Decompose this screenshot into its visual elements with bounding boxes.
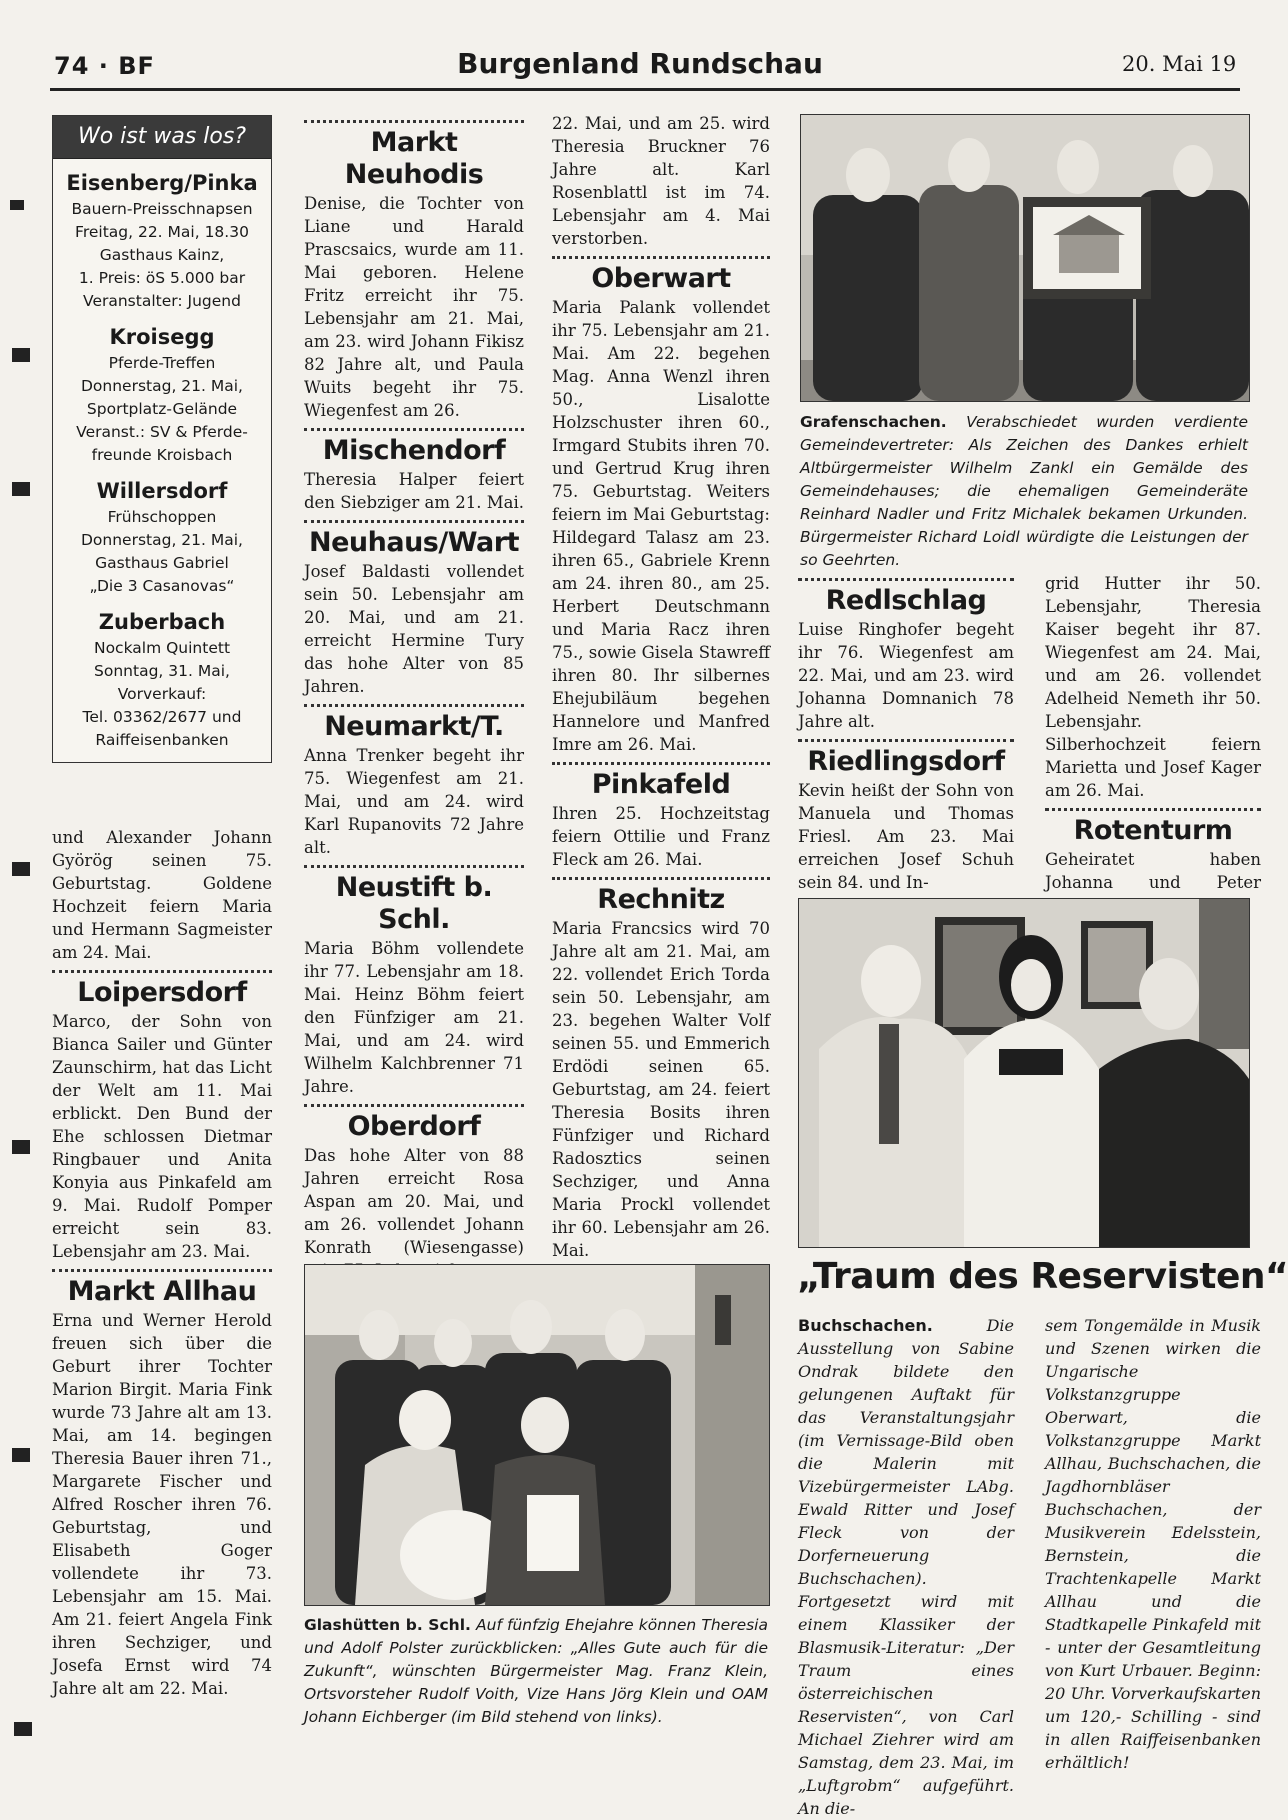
event-place: Kroisegg: [109, 325, 215, 349]
margin-mark: [14, 1722, 32, 1736]
margin-mark: [12, 348, 30, 362]
photo-grafenschachen: [800, 114, 1250, 402]
article-text: und Alexander Johann Györög seinen 75. Geburtstag. Goldene Hochzeit feiern Maria und Hermann Sagmeister am 24. Mai.: [52, 828, 272, 962]
section-title: Markt Allhau: [67, 1276, 257, 1307]
news-section: [304, 865, 524, 1098]
dotted-divider: [798, 739, 1014, 742]
photo-caption-glashuetten: [304, 1614, 768, 1729]
article-text: 22. Mai, und am 25. wird Theresia Bruckner 76 Jahre alt. Karl Rosenblattl ist im 74. Lebensjahr am 4. Mai verstorben.: [552, 114, 770, 248]
event-line: Raiffeisenbanken: [95, 731, 229, 749]
section-text: Maria Böhm vollendete ihr 77. Lebensjahr am 18. Mai. Heinz Böhm feiert den Fünfziger am 21. Mai, und am 24. wird Wilhelm Kalchbrenner 71 Jahre.: [304, 939, 524, 1096]
caption-text: Auf fünfzig Ehejahre können Theresia und Adolf Polster zurückblicken: „Alles Gute auch für die Zukunft“, wünschten Bürgermeister Mag. Franz Klein, Ortsvorsteher Rudolf Voith, Vize Hans Jörg Klein und OAM Johann Eichberger (im Bild stehend von links).: [304, 1616, 768, 1726]
event-line: Gasthaus Gabriel: [95, 554, 229, 572]
news-section: [52, 970, 272, 1263]
margin-mark: [12, 1140, 30, 1154]
event-line: Veranst.: SV & Pferde-: [76, 423, 248, 441]
section-text: Anna Trenker begeht ihr 75. Wiegenfest am 21. Mai, und am 24. wird Karl Rupanovits 72 Jahre alt.: [304, 746, 524, 857]
section-text: Josef Baldasti vollendet sein 50. Lebensjahr am 20. Mai, und am 21. erreicht Hermine Tury das hohe Alter von 85 Jahren.: [304, 562, 524, 696]
event-line: 1. Preis: öS 5.000 bar: [78, 269, 246, 287]
news-section: [52, 1269, 272, 1700]
section-text: Das hohe Alter von 88 Jahren erreicht Rosa Aspan am 20. Mai, und am 26. vollendet Johann Konrath (Wiesengasse): [304, 1146, 524, 1257]
page-header: [0, 0, 1248, 100]
dotted-divider: [304, 1104, 524, 1107]
margin-mark: [10, 200, 24, 210]
photo-image: [799, 899, 1249, 1247]
section-title: Oberdorf: [347, 1111, 481, 1142]
section-text: Geheiratet haben Johanna und Peter: [1045, 850, 1261, 892]
section-title: Mischendorf: [322, 435, 506, 466]
event-place: Eisenberg/Pinka: [66, 171, 258, 195]
section-text: Kevin heißt der Sohn von Manuela und Thomas Friesl. Am 23. Mai erreichen Josef Schuh sein 84. und In-: [798, 781, 1014, 892]
section-text: Erna und Werner Herold freuen sich über die Geburt ihrer Tochter Marion Birgit. Maria Fink wurde 73 Jahre alt am 13. Mai, am 14. begingen Theresia Bauer ihren 71., Margarete Fischer und Alfred Roscher ihren 76. Geburtstag, und Elisabeth Goger vollendete ihr 73. Lebensjahr am 15. Mai. Am 21. feiert Angela Fink ihren Sechziger, und Josefa Ernst wird 74 Jahre alt am 22. Mai.: [52, 1311, 272, 1698]
newspaper-name: Burgenland Rundschau: [457, 47, 823, 80]
events-box: [52, 115, 272, 763]
section-text: Luise Ringhofer begeht ihr 76. Wiegenfest am 22. Mai, und am 23. wird Johanna Domnanich 78 Jahre alt.: [798, 620, 1014, 731]
news-section: [798, 578, 1014, 733]
event-line: Tel. 03362/2677 und: [82, 708, 242, 726]
news-section: [552, 256, 770, 756]
section-text: Ihren 25. Hochzeitstag feiern Ottilie und Franz Fleck am 26. Mai.: [552, 804, 770, 869]
events-box-title: Wo ist was los?: [53, 116, 271, 159]
news-section: [798, 739, 1014, 894]
news-section: [304, 428, 524, 514]
event-line: Donnerstag, 21. Mai,: [80, 377, 243, 395]
dotted-divider: [304, 520, 524, 523]
event-item: [53, 325, 271, 467]
photo-buchschachen: [798, 898, 1250, 1248]
news-section: [552, 762, 770, 871]
column-2: [304, 116, 524, 1374]
event-line: „Die 3 Casanovas“: [89, 577, 235, 595]
dotted-divider: [52, 1269, 272, 1272]
event-place: Zuberbach: [98, 610, 226, 634]
column-3: [552, 112, 770, 1262]
event-line: Frühschoppen: [107, 508, 217, 526]
event-item: [53, 479, 271, 598]
section-title: Pinkafeld: [591, 769, 731, 800]
page-number: 74 · BF: [54, 52, 155, 80]
event-line: Donnerstag, 21. Mai,: [80, 531, 243, 549]
section-title: Oberwart: [591, 263, 731, 294]
photo-caption-grafenschachen: [800, 411, 1248, 572]
column-4: [798, 574, 1014, 894]
article-text: grid Hutter ihr 50. Lebensjahr, Theresia Kaiser begeht ihr 87. Wiegenfest am 24. Mai, und am 26. vollendet Adelheid Nemeth ihr 50. Lebensjahr. Silberhochzeit feiern Marietta und Josef Kager am 26. Mai.: [1045, 574, 1261, 800]
header-rule: [50, 88, 1240, 91]
news-section: [304, 704, 524, 859]
event-line: Sonntag, 31. Mai,: [94, 662, 230, 680]
event-line: Veranstalter: Jugend: [83, 292, 241, 310]
dotted-divider: [304, 428, 524, 431]
issue-date: 20. Mai 19: [1122, 52, 1237, 76]
section-text: Denise, die Tochter von Liane und Harald Prascsaics, wurde am 11. Mai geboren. Helene Fritz erreicht ihr 75. Lebensjahr am 21. Mai, am 23. wird Johann Fikisz 82 Jahre alt, und Paula Wuits begeht ihr 75. Wiegenfest am 26.: [304, 194, 524, 420]
event-line: Nockalm Quintett: [93, 639, 231, 657]
photo-image: [801, 115, 1249, 401]
event-line: Bauern-Preisschnapsen: [71, 200, 253, 218]
section-text: Maria Francsics wird 70 Jahre alt am 21. Mai, am 22. vollendet Erich Torda sein 50. Lebensjahr, am 23. begehen Walter Volf seinen 55. und Emmerich Erdödi seinen 65. Geburtstag, am 24. feiert Theresia Bosits ihren Fünfziger und Richard Radosztics seinen Sechziger, und Anna Maria Prockl vollendet ihr 60. Lebensjahr am 26. Mai.: [552, 919, 770, 1260]
news-section: [304, 520, 524, 698]
article-title-clip: [797, 1256, 1288, 1306]
section-text: Theresia Halper feiert den Siebziger am 21. Mai.: [304, 470, 525, 512]
event-line: Pferde-Treffen: [108, 354, 216, 372]
section-title: Loipersdorf: [77, 977, 247, 1008]
event-place: Willersdorf: [96, 479, 228, 503]
article-column-a: [798, 1314, 1014, 1820]
article-column-b-clip: [1045, 1314, 1261, 1772]
event-line: Vorverkauf:: [117, 685, 207, 703]
caption-place: Glashütten b. Schl.: [304, 1616, 471, 1634]
dotted-divider: [552, 256, 770, 259]
margin-mark: [12, 862, 30, 876]
photo-glashuetten: [304, 1264, 770, 1606]
news-section: [552, 877, 770, 1262]
dotted-divider: [552, 762, 770, 765]
caption-place: Grafenschachen.: [800, 413, 947, 431]
article-place: Buchschachen.: [798, 1316, 933, 1335]
column-5-clip: [1045, 572, 1261, 892]
column-5: [1045, 572, 1261, 917]
section-title: Neuhaus/Wart: [309, 527, 519, 558]
event-line: Gasthaus Kainz,: [99, 246, 225, 264]
margin-mark: [12, 1448, 30, 1462]
section-title: Redlschlag: [825, 585, 987, 616]
section-title: Rechnitz: [597, 884, 725, 915]
event-item: [53, 171, 271, 313]
event-item: [53, 610, 271, 762]
section-title: Rotenturm: [1073, 815, 1233, 846]
article-title: „Traum des Reservisten“: [797, 1256, 1288, 1297]
section-title: Neustift b. Schl.: [335, 872, 493, 935]
article-text: Die Ausstellung von Sabine Ondrak bildete den gelungenen Auftakt für das Veranstaltungsjahr (im Vernissage-Bild oben die Malerin mit Vizebürgermeister LAbg. Ewald Ritter und Josef Fleck von der Dorferneuerung Buchschachen). Fortgesetzt wird mit einem Klassiker der Blasmusik-Literatur: „Der Traum eines österreichischen Reservisten“, von Carl Michael Ziehrer wird am Samstag, dem 23. Mai, im „Luftgrobm“ aufgeführt. An die-: [798, 1316, 1014, 1818]
event-line: Sportplatz-Gelände: [86, 400, 238, 418]
dotted-divider: [304, 704, 524, 707]
section-text: Marco, der Sohn von Bianca Sailer und Günter Zaunschirm, hat das Licht der Welt am 11. Mai erblickt. Den Bund der Ehe schlossen Dietmar Ringbauer und Anita Konyia aus Pinkafeld am 9. Mai. Rudolf Pomper erreicht sein 83. Lebensjahr am 23. Mai.: [52, 1012, 272, 1261]
photo-image: [305, 1265, 769, 1605]
section-title: Neumarkt/T.: [324, 711, 504, 742]
event-line: freunde Kroisbach: [91, 446, 233, 464]
dotted-divider: [52, 970, 272, 973]
section-title: Riedlingsdorf: [807, 746, 1005, 777]
dotted-divider: [304, 865, 524, 868]
news-section: [304, 120, 524, 422]
dotted-divider: [552, 877, 770, 880]
article-column-b: sem Tongemälde in Musik und Szenen wirken die Ungarische Volkstanzgruppe Oberwart, die Volkstanzgruppe Markt Allhau, Buchschachen, die Jagdhornbläser Buchschachen, der Musikverein Edelsstein, Bernstein, die Trachtenkapelle Markt Allhau und die Stadtkapelle Pinkafeld mit - unter der Gesamtleitung von Kurt Urbauer. Beginn: 20 Uhr. Vorverkaufskarten um 120,- Schilling - sind in allen Raiffeisenbanken erhältlich!: [1045, 1316, 1261, 1772]
dotted-divider: [304, 120, 524, 123]
dotted-divider: [798, 578, 1014, 581]
section-text: Maria Palank vollendet ihr 75. Lebensjahr am 21. Mai. Am 22. begehen Mag. Anna Wenzl ihren 50., Lisalotte Holzschuster ihren 60., Irmgard Stubits ihren 70. und Gertrud Krug ihren 75. Geburtstag. Weiters feiern im Mai Geburtstag: Hildegard Talasz am 23. ihren 65., Gabriele Krenn am 24. ihren 80., am 25. Herbert Deutschmann und Maria Racz ihren 75., sowie Gisela Stawreff ihren 80. Ihr silbernes Ehejubiläum begehen Hannelore und Manfred Imre am 26. Mai.: [552, 298, 770, 754]
event-line: Freitag, 22. Mai, 18.30: [75, 223, 249, 241]
column-1: [52, 826, 272, 1700]
news-section: [304, 1104, 524, 1282]
caption-text: Verabschiedet wurden verdiente Gemeindevertreter: Als Zeichen des Dankes erhielt Altbürgermeister Wilhelm Zankl ein Gemälde des Gemeindehauses; die ehemaligen Gemeinderäte Reinhard Nadler und Fritz Michalek bekamen Urkunden. Bürgermeister Richard Loidl würdigte die Leistungen der so Geehrten.: [800, 413, 1248, 569]
margin-mark: [12, 482, 30, 496]
section-title: Markt Neuhodis: [344, 127, 484, 190]
dotted-divider: [1045, 808, 1261, 811]
